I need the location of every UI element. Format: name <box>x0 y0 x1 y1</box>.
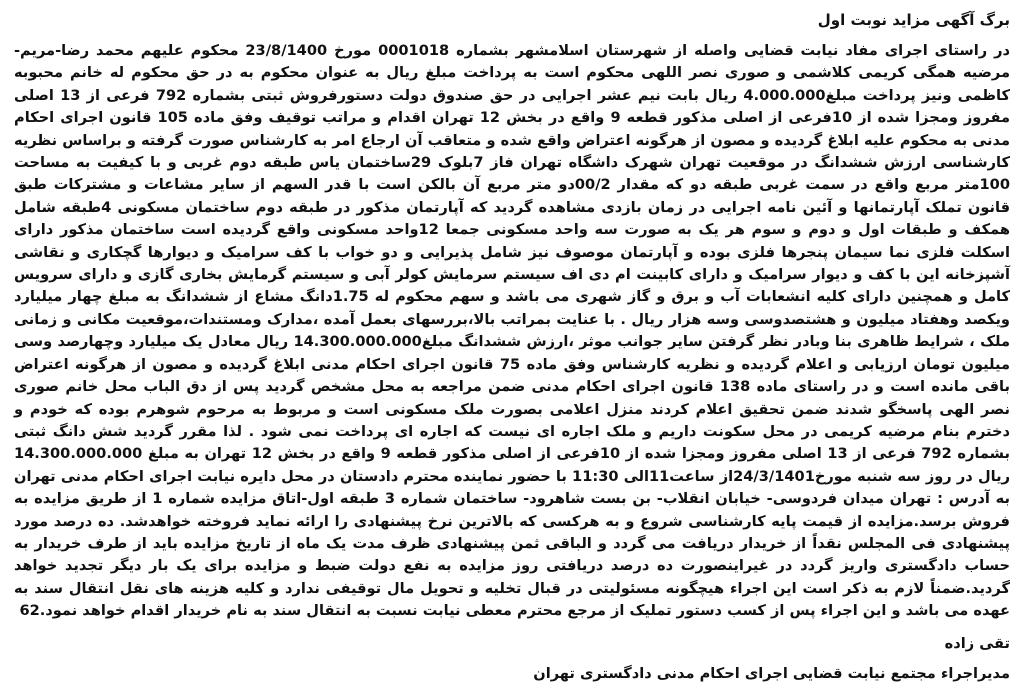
signer-name: تقی زاده <box>944 634 1010 652</box>
notice-title: برگ آگهی مزاید نوبت اول <box>817 11 1010 29</box>
notice-body: در راستای اجرای مفاد نیابت قضایی واصله از شهرستان اسلامشهر بشماره 0001018 مورخ 23/8/1400 محکوم علیهم محمد رضا-مریم-مرضیه همگی کریمی کلاشمی و صوری نصر اللهی محکوم است به پرداخت مبلغ ریال به عنوان محکوم به در حق محکوم له خانم محبوبه کاظمی ونیز پرداخت مبلغ4.000.000 ریال بابت نیم عشر اجرایی در حق صندوق دولت دستورفروش ثبتی بشماره 792 فرعی از 13 اصلی مفروز ومجزا شده از 10فرعی از اصلی مذکور قطعه 9 واقع در بخش 12 تهران اقدام و مراتب توقیف وفق ماده 105 قانون اجرای احکام مدنی به محکوم علیه ابلاغ گردیده و مصون از هرگونه اعتراض واقع شده و متعاقب آن ارجاع امر به کارشناس صورت گرفته و براساس نظریه کارشناسی ارزش ششدانگ در موقعیت تهران شهرک داشگاه تهران فاز 7بلوک 29ساختمان یاس طبقه دوم غربی و با کیفیت به مساحت 100متر مربع واقع در سمت غربی طبقه دو که مقدار 00/2دو متر مربع آن بالکن است با قدر السهم از سایر مشاعات و مشترکات طبق قانون تملک آپارتمانها و آئین نامه اجرایی در زمان بازدی مشاهده گردید که آپارتمان مذکور در طبقه دوم ساختمان مسکونی 4طبقه شامل همکف و طبقات اول و دوم و سوم هر یک به صورت سه واحد مسکونی جمعا 12واحد مسکونی واقع گردیده است ساختمان مذکور دارای اسکلت فلزی نما سیمان پنجرها فلزی بوده و آپارتمان موصوف نیز شامل پذیرایی و دو خواب با کف سرامیک و دیوارها گچکاری و نقاشی آشپزخانه این با کف و دیوار سرامیک و دارای کابینت ام دی اف سیستم سرمایش کولر آبی و سیستم گرمایش بخاری گازی و دارای سرویس کامل و همچنین دارای کلیه انشعابات آب و برق و گاز شهری می باشد و سهم محکوم له 1.75دانگ مشاع از ششدانگ به مبلغ چهار میلیارد ویکصد وهفتاد میلیون و هشتصدوسی وسه هزار ریال . با عنایت بمراتب بالا،بررسهای بعمل آمده ،مدارک ومستندات،موقعیت مکانی و زمانی ملک ، شرایط ظاهری بنا وبادر نظر گرفتن سایر جوانب موثر ،ارزش ششدانگ مبلغ14.300.000.000 ریال معادل یک میلیارد وچهارصد وسی میلیون تومان ارزیابی و اعلام گردیده و نظریه کارشناس وفق ماده 75 قانون اجرای احکام مدنی ابلاغ گردیده و مصون از هرگونه اعتراض باقی مانده است و در راستای ماده 138 قانون اجرای احکام مدنی ضمن مراجعه به محل مشخص گردید پس از دق الباب محل خانم صوری نصر الهی پاسخگو شدند ضمن تحقیق اعلام کردند منزل اعلامی بصورت ملک مسکونی است و مربوط به مرحوم شوهرم بوده که خودم و دخترم بنام مرضیه کریمی در محل سکونت داریم و ملک اجاره ای نیست که اجاره ای پرداخت نمی شود . لذا مقرر گردید شش دانگ ثبتی بشماره 792 فرعی از 13 اصلی مفروز ومجزا شده از 10فرعی از اصلی مذکور قطعه 9 واقع در بخش 12 تهران به مبلغ 14.300.000.000 ریال در روز سه شنبه مورخ24/3/1401از ساعت11الی 11:30 با حضور نماینده محترم دادستان در محل دایره نیابت اجرای احکام مدنی تهران به آدرس : تهران میدان فردوسی- خیابان انقلاب- بن بست شاهرود- ساختمان شماره 3 طبقه اول-اتاق مزایده شماره 1 از طریق مزایده به فروش برسد.مزایده از قیمت پایه کارشناسی شروع و به هرکسی که بالاترین نرخ پیشنهادی را ارائه نماید فروخته خواهدشد. ده درصد مورد پیشنهادی فی المجلس نقداً از خریدار دریافت می گردد و الباقی ثمن پیشنهادی ظرف مدت یک ماه از تاریخ مزایده باید از طرف خریدار به حساب دادگستری واریز گردد در غیراینصورت ده درصد دریافتی روز مزایده به نفع دولت ضبط و مزایده برای یک بار دیگر تجدید خواهد گردید.ضمناً لازم به ذکر است این اجراء هیچگونه مسئولیتی در قبال تخلیه و تحویل مال توقیفی ندارد و کلیه هزینه های نقل انتقال سند به عهده می باشد و این اجراء پس از کسب دستور تملیک از مرجع محترم معطی نیابت نسبت به انتقال سند به نام خریدار اقدام خواهد نمود.62 <box>14 42 1011 620</box>
signer-role: مدیراجراء مجتمع نیابت قضایی اجرای احکام مدنی دادگستری تهران <box>533 664 1010 682</box>
